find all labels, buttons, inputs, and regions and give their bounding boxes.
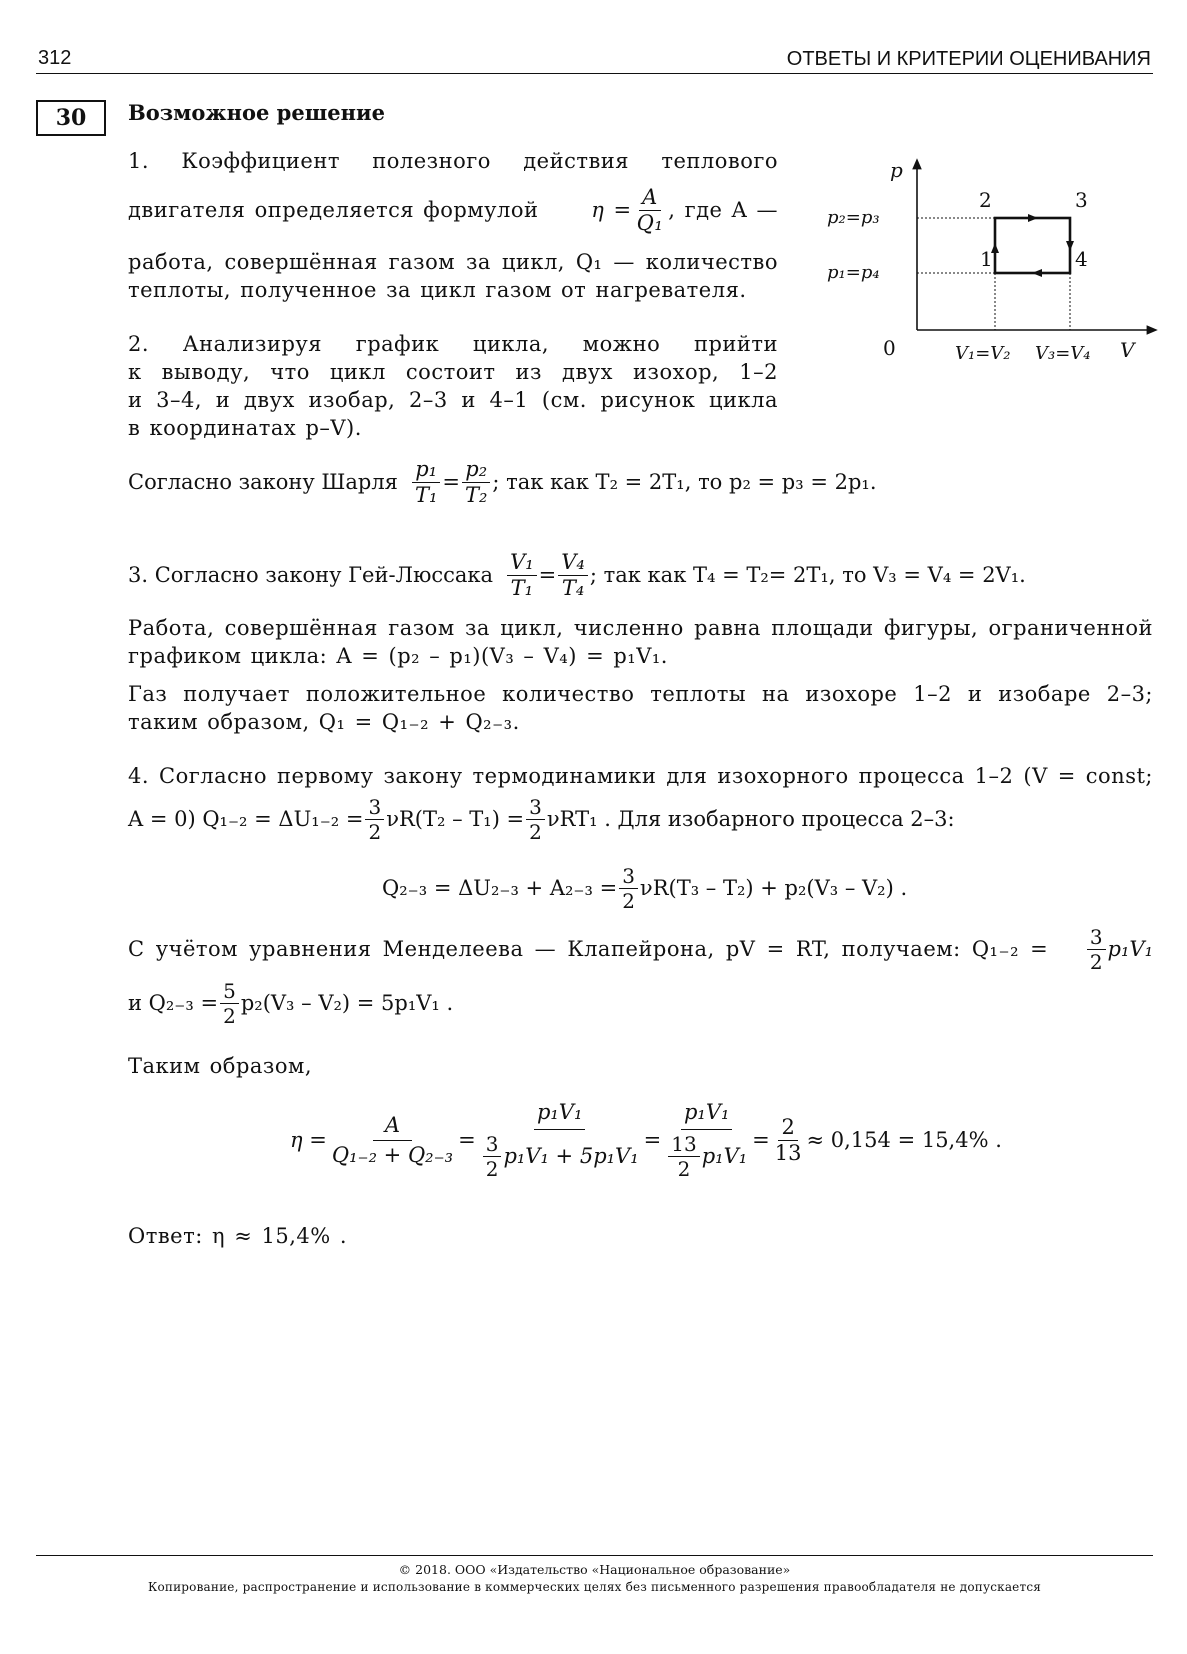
charles-tail: ; так как T₂ = 2T₁, то p₂ = p₃ = 2p₁. — [492, 470, 877, 494]
thus-line: Таким образом, — [128, 1054, 313, 1078]
charles-text: Согласно закону Шарля — [128, 470, 398, 494]
efficiency-fraction — [634, 184, 667, 235]
gay-lussac-line — [128, 545, 1026, 605]
cycle-rectangle — [995, 218, 1070, 273]
q23-result-frac — [220, 978, 239, 1028]
gl-frac-left — [507, 549, 537, 600]
footer-copyright: © 2018. ООО «Издательство «Национальное образование» — [398, 1562, 791, 1577]
v12-label: V₁=V₂ — [955, 343, 1011, 364]
step2-line2: к выводу, что цикл состоит из двух изохор, 1–2 — [128, 360, 778, 384]
mendeleev-line — [128, 920, 1153, 978]
efficiency-denominator: Q₁ — [636, 210, 664, 235]
mendeleev-tail: p₁V₁ — [1107, 937, 1153, 961]
final-frac-3-num: p₁V₁ — [681, 1102, 732, 1130]
point-2-label: 2 — [979, 188, 992, 212]
step2-line4: в координатах p–V). — [128, 416, 362, 440]
step4-frac-a-den: 2 — [368, 819, 382, 844]
q23-result-frac-den: 2 — [223, 1003, 236, 1028]
q23-result-right: p₂(V₃ – V₂) = 5p₁V₁ . — [240, 991, 454, 1015]
work-line1: Работа, совершённая газом за цикл, численно равна площади фигуры, ограниченной — [128, 616, 1153, 640]
charles-frac-left — [412, 456, 440, 507]
q23-left: Q₂₋₃ = ΔU₂₋₃ + A₂₋₃ = — [382, 876, 618, 900]
arrow-2-3 — [1028, 214, 1038, 222]
final-frac-4-den: 13 — [774, 1140, 802, 1165]
charles-p2: p₂ — [462, 459, 490, 483]
origin-label: 0 — [883, 336, 896, 360]
arrow-3-4 — [1066, 241, 1074, 251]
step1-line2-text: двигателя определяется формулой — [128, 198, 539, 222]
final-frac-1 — [329, 1112, 456, 1167]
q23-result-line — [128, 974, 453, 1032]
page-number: 312 — [38, 47, 72, 69]
gl-v1: V₁ — [507, 552, 537, 576]
v-axis-label: V — [1120, 338, 1135, 362]
task-title: Возможное решение — [128, 100, 385, 125]
p14-label: p₁=p₄ — [827, 262, 880, 283]
point-3-label: 3 — [1075, 188, 1088, 212]
charles-p1: p₁ — [412, 459, 440, 483]
final-frac-2 — [478, 1099, 642, 1181]
step4-frac-b-num: 3 — [526, 797, 545, 820]
q23-result-left: и Q₂₋₃ = — [128, 991, 219, 1015]
step4-tail: νRT₁ . Для изобарного процесса 2–3: — [546, 807, 955, 831]
final-eta: η = — [290, 1128, 327, 1152]
eta-symbol: η = — [591, 198, 632, 222]
final-tail: ≈ 0,154 = 15,4% . — [806, 1128, 1002, 1152]
step2-line1: 2. Анализируя график цикла, можно прийти — [128, 332, 778, 356]
step4-line2 — [128, 790, 955, 848]
step4-frac-a-num: 3 — [365, 797, 384, 820]
arrow-4-1 — [1032, 269, 1042, 277]
gl-t1: T₁ — [510, 575, 534, 600]
final-frac-2-inner-num: 3 — [483, 1134, 502, 1157]
final-eq-1: = — [458, 1128, 476, 1152]
final-frac-2-num: p₁V₁ — [534, 1102, 585, 1130]
efficiency-numerator: A — [639, 187, 661, 211]
final-frac-4 — [772, 1114, 805, 1165]
step1-line2 — [128, 178, 778, 242]
q23-frac-den: 2 — [622, 888, 635, 913]
final-frac-1-num: A — [373, 1115, 412, 1141]
gl-v4: V₄ — [558, 552, 588, 576]
step1-line2-tail: , где A — — [668, 198, 778, 222]
heat-line1: Газ получает положительное количество теплоты на изохоре 1–2 и изобаре 2–3; — [128, 682, 1153, 706]
final-frac-3-den — [663, 1130, 750, 1179]
gl-frac-right — [558, 549, 588, 600]
final-frac-1-den: Q₁₋₂ + Q₂₋₃ — [331, 1142, 454, 1167]
final-eq-2: = — [643, 1128, 662, 1152]
final-frac-2-den — [478, 1130, 642, 1179]
footer-rule — [36, 1555, 1153, 1556]
final-frac-3 — [663, 1099, 750, 1181]
step4-mid: νR(T₂ – T₁) = — [386, 807, 525, 831]
p-axis-label: p — [890, 158, 903, 182]
gay-lussac-text: 3. Согласно закону Гей-Люссака — [128, 563, 494, 587]
charles-t2: T₂ — [464, 482, 488, 507]
mendeleev-frac — [1087, 924, 1106, 974]
mendeleev-frac-num: 3 — [1087, 927, 1106, 950]
gl-equals: = — [538, 563, 557, 587]
gl-t4: T₄ — [561, 575, 585, 600]
charles-equals: = — [442, 470, 460, 494]
final-frac-2-inner-den: 2 — [485, 1156, 499, 1181]
step4-frac-a — [365, 794, 384, 844]
final-frac-3-inner-num: 13 — [668, 1134, 699, 1157]
p23-label: p₂=p₃ — [827, 207, 880, 228]
step2-line3: и 3–4, и двух изобар, 2–3 и 4–1 (см. рисунок цикла — [128, 388, 778, 412]
point-4-label: 4 — [1075, 247, 1088, 271]
v34-label: V₃=V₄ — [1035, 343, 1091, 364]
q23-result-frac-num: 5 — [220, 981, 239, 1004]
final-frac-2-inner — [483, 1131, 502, 1181]
q23-frac — [619, 863, 638, 913]
final-frac-3-den-text: p₁V₁ — [701, 1143, 748, 1168]
header-rule — [36, 73, 1153, 74]
step4-frac-b-den: 2 — [529, 819, 542, 844]
step4-q12: A = 0) Q₁₋₂ = ΔU₁₋₂ = — [128, 807, 364, 831]
final-frac-4-num: 2 — [778, 1117, 797, 1141]
task-number-box: 30 — [36, 100, 106, 136]
charles-frac-right — [462, 456, 490, 507]
footer-notice: Копирование, распространение и использование в коммерческих целях без письменного разрешения правообладателя не допускается — [147, 1580, 1042, 1594]
work-line2: графиком цикла: A = (p₂ – p₁)(V₃ – V₄) = p₁V₁. — [128, 644, 668, 668]
gay-lussac-tail: ; так как T₄ = T₂= 2T₁, то V₃ = V₄ = 2V₁. — [589, 563, 1026, 587]
q23-right: νR(T₃ – T₂) + p₂(V₃ – V₂) . — [639, 876, 908, 900]
mendeleev-text: С учётом уравнения Менделеева — Клапейрона, pV = RT, получаем: Q₁₋₂ = — [128, 937, 1049, 961]
q23-frac-num: 3 — [619, 866, 638, 889]
q23-equation — [382, 858, 907, 918]
pv-cycle-diagram — [825, 155, 1160, 365]
step4-line1: 4. Согласно первому закону термодинамики для изохорного процесса 1–2 (V = const; — [128, 764, 1153, 788]
step1-line4: теплоты, полученное за цикл газом от нагревателя. — [128, 278, 747, 302]
mendeleev-frac-den: 2 — [1089, 949, 1103, 974]
final-eq-3: = — [752, 1128, 770, 1152]
charles-law-line — [128, 452, 877, 512]
point-1-label: 1 — [980, 247, 993, 271]
answer-line: Ответ: η ≈ 15,4% . — [128, 1224, 348, 1248]
final-frac-3-inner — [668, 1131, 699, 1181]
final-equation — [290, 1092, 1002, 1188]
final-frac-2-den-text: p₁V₁ + 5p₁V₁ — [503, 1143, 639, 1168]
step4-frac-b — [526, 794, 545, 844]
step1-line3: работа, совершённая газом за цикл, Q₁ — количество — [128, 250, 778, 274]
section-title: ОТВЕТЫ И КРИТЕРИИ ОЦЕНИВАНИЯ — [786, 48, 1151, 70]
step1-line1: 1. Коэффициент полезного действия теплового — [128, 149, 778, 173]
final-frac-3-inner-den: 2 — [677, 1156, 691, 1181]
charles-t1: T₁ — [414, 482, 438, 507]
heat-line2: таким образом, Q₁ = Q₁₋₂ + Q₂₋₃. — [128, 710, 520, 734]
